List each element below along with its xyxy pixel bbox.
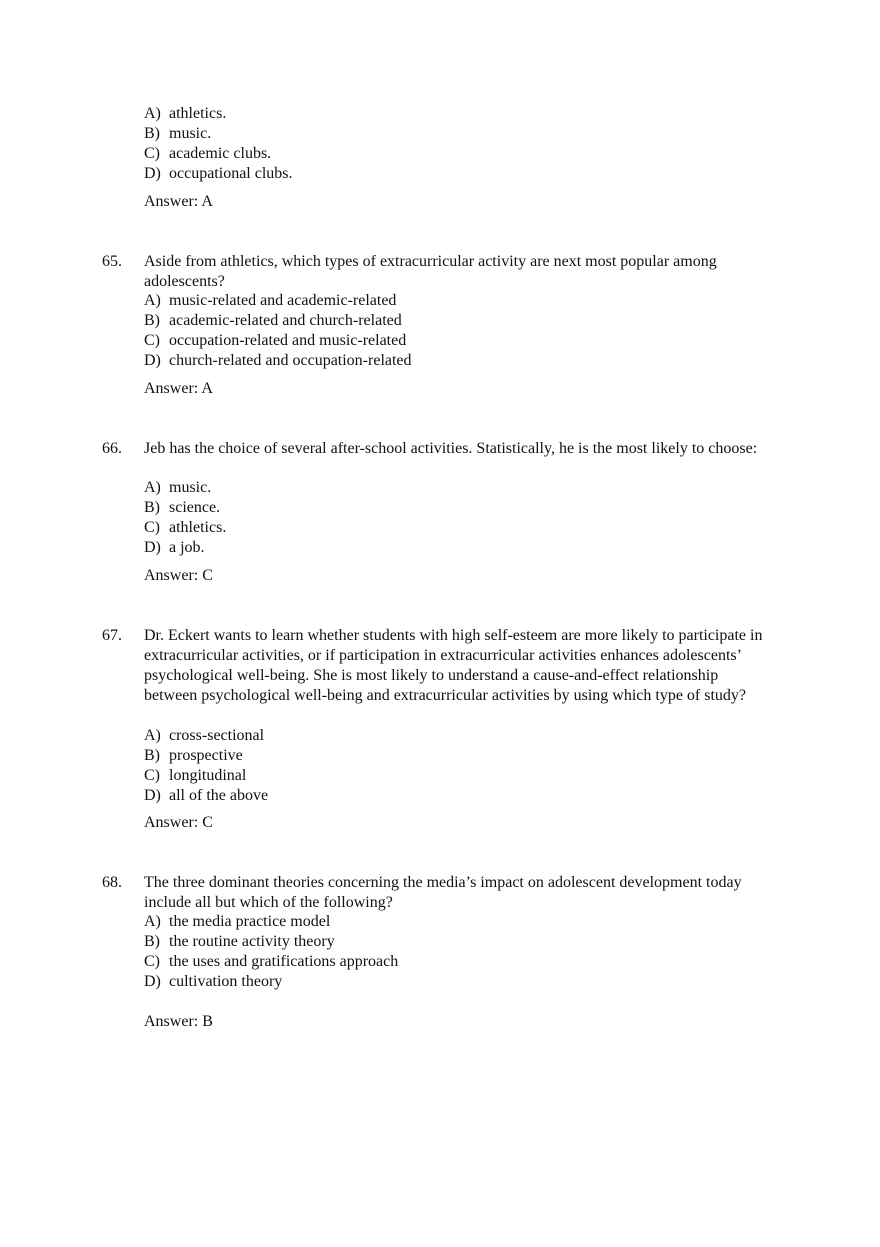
option-letter: D)	[144, 973, 161, 990]
option-letter: C)	[144, 519, 160, 536]
question-text: Aside from athletics, which types of extracurricular activity are next most popular among adolescents?	[144, 253, 717, 290]
question-68-options	[144, 912, 398, 992]
option-letter: A)	[144, 105, 161, 122]
option-d	[144, 351, 412, 371]
option-text: longitudinal	[169, 767, 247, 784]
option-text: the uses and gratifications approach	[169, 953, 399, 970]
option-d	[144, 786, 268, 806]
option-letter: A)	[144, 292, 161, 309]
option-text: the media practice model	[169, 913, 331, 930]
option-a	[144, 478, 226, 498]
option-letter: C)	[144, 953, 160, 970]
question-number: 66.	[102, 440, 122, 457]
option-letter: B)	[144, 125, 160, 142]
option-text: prospective	[169, 747, 243, 764]
continuation-answer: Answer: A	[144, 193, 213, 210]
question-66-options	[144, 478, 226, 558]
question-number: 65.	[102, 253, 122, 270]
option-text: a job.	[169, 539, 205, 556]
option-letter: D)	[144, 539, 161, 556]
option-letter: A)	[144, 479, 161, 496]
question-65-options	[144, 291, 412, 371]
option-letter: C)	[144, 332, 160, 349]
question-text: The three dominant theories concerning the media’s impact on adolescent development today include all but which of the following?	[144, 874, 742, 911]
question-66-answer: Answer: C	[144, 567, 213, 584]
option-letter: A)	[144, 727, 161, 744]
option-text: music.	[169, 479, 212, 496]
option-a	[144, 291, 412, 311]
question-text: Jeb has the choice of several after-school activities. Statistically, he is the most likely to choose:	[144, 440, 758, 457]
option-d	[144, 164, 293, 184]
option-c	[144, 331, 412, 351]
option-c	[144, 518, 226, 538]
question-67-answer: Answer: C	[144, 814, 213, 831]
option-text: the routine activity theory	[169, 933, 335, 950]
option-letter: B)	[144, 312, 160, 329]
option-letter: B)	[144, 747, 160, 764]
question-67-options	[144, 726, 268, 806]
option-text: church-related and occupation-related	[169, 352, 412, 369]
option-b	[144, 124, 293, 144]
option-letter: D)	[144, 165, 161, 182]
option-a	[144, 104, 293, 124]
option-letter: D)	[144, 352, 161, 369]
option-text: music.	[169, 125, 212, 142]
option-text: all of the above	[169, 787, 269, 804]
option-c	[144, 144, 293, 164]
option-text: academic-related and church-related	[169, 312, 402, 329]
option-letter: C)	[144, 767, 160, 784]
option-letter: B)	[144, 499, 160, 516]
option-text: science.	[169, 499, 221, 516]
option-letter: D)	[144, 787, 161, 804]
option-c	[144, 952, 398, 972]
option-b	[144, 746, 268, 766]
option-letter: A)	[144, 913, 161, 930]
question-number: 68.	[102, 874, 122, 891]
option-a	[144, 726, 268, 746]
option-letter: C)	[144, 145, 160, 162]
option-d	[144, 538, 226, 558]
continuation-options	[144, 104, 293, 184]
question-68-answer: Answer: B	[144, 1013, 213, 1030]
option-text: academic clubs.	[169, 145, 272, 162]
option-text: occupation-related and music-related	[169, 332, 407, 349]
option-letter: B)	[144, 933, 160, 950]
question-number: 67.	[102, 627, 122, 644]
option-text: athletics.	[169, 519, 227, 536]
option-b	[144, 498, 226, 518]
option-text: athletics.	[169, 105, 227, 122]
option-a	[144, 912, 398, 932]
question-65-answer: Answer: A	[144, 380, 213, 397]
option-c	[144, 766, 268, 786]
option-d	[144, 972, 398, 992]
option-text: music-related and academic-related	[169, 292, 397, 309]
option-text: occupational clubs.	[169, 165, 293, 182]
option-text: cross-sectional	[169, 727, 265, 744]
option-b	[144, 311, 412, 331]
option-b	[144, 932, 398, 952]
question-text: Dr. Eckert wants to learn whether students with high self-esteem are more likely to participate in extracurricular activities, or if participation in extracurricular activities enhances adolescents’ psychological well-being. She is most likely to understand a cause-and-effect relationship between psychological well-being and extracurricular activities by using which type of study?	[144, 627, 763, 704]
option-text: cultivation theory	[169, 973, 283, 990]
